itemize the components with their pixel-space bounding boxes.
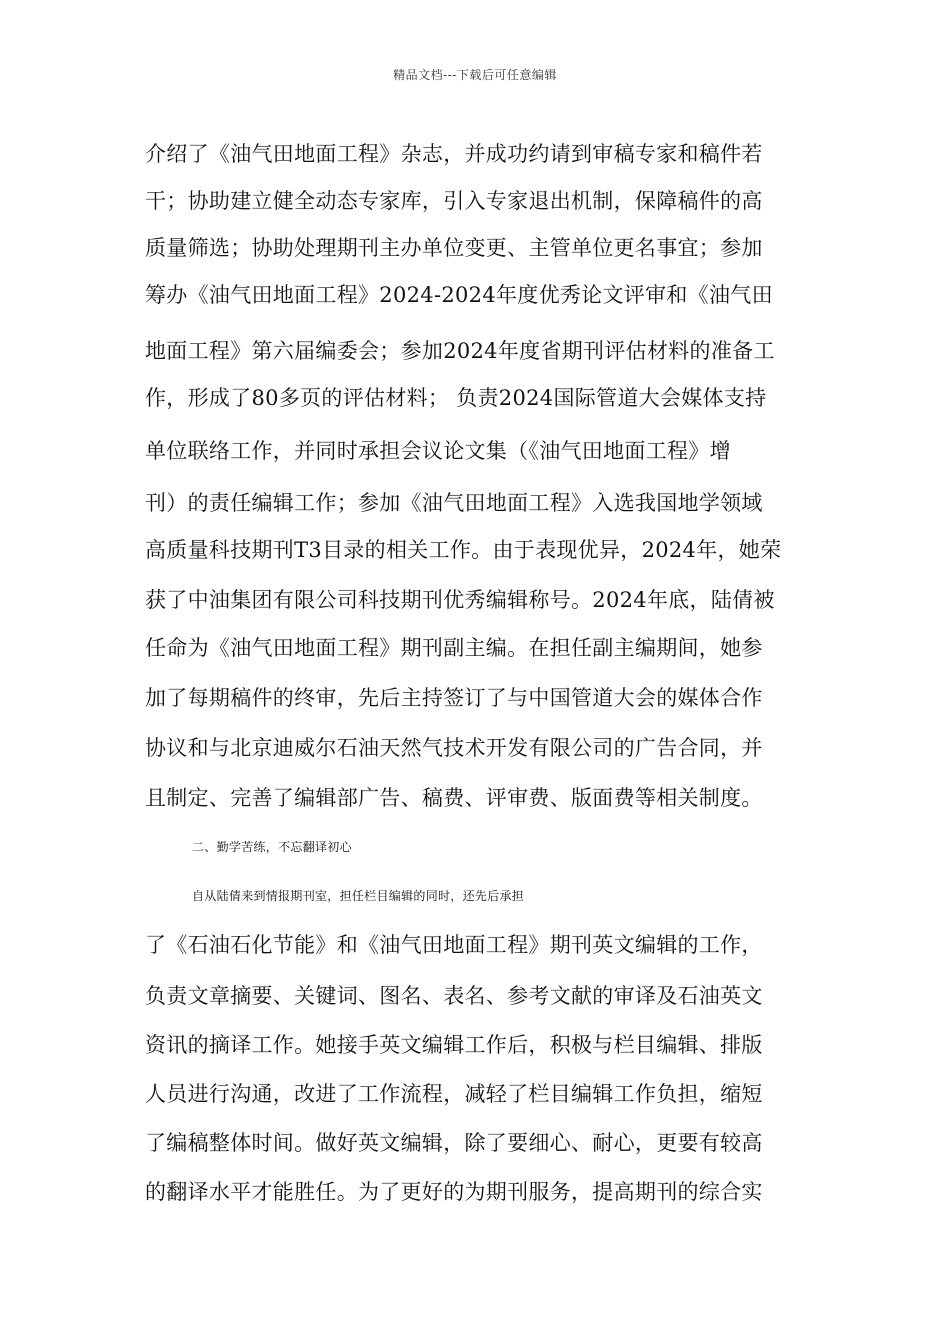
body-line: 负责文章摘要、关键词、图名、表名、参考文献的审译及石油英文 (145, 984, 763, 1008)
page-header: 精品文档---下载后可任意编辑 (393, 68, 557, 82)
body-line: 获了中油集团有限公司科技期刊优秀编辑称号。2024年底，陆倩被 (145, 588, 775, 612)
body-line: 筹办《油气田地面工程》2024-2024年度优秀论文评审和《油气田 (145, 283, 773, 307)
body-line: 自从陆倩来到情报期刊室，担任栏目编辑的同时，还先后承担 (192, 889, 525, 903)
body-line: 资讯的摘译工作。她接手英文编辑工作后，积极与栏目编辑、排版 (145, 1033, 763, 1057)
body-line: 且制定、完善了编辑部广告、稿费、评审费、版面费等相关制度。 (145, 786, 763, 810)
body-line: 任命为《油气田地面工程》期刊副主编。在担任副主编期间，她参 (145, 636, 763, 660)
body-line: 了编稿整体时间。做好英文编辑，除了要细心、耐心，更要有较高 (145, 1131, 763, 1155)
body-line: 加了每期稿件的终审，先后主持签订了与中国管道大会的媒体合作 (145, 686, 763, 710)
body-line: 人员进行沟通，改进了工作流程，减轻了栏目编辑工作负担，缩短 (145, 1082, 763, 1106)
section-heading: 二、勤学苦练，不忘翻译初心 (192, 840, 352, 854)
body-line: 介绍了《油气田地面工程》杂志，并成功约请到审稿专家和稿件若 (145, 142, 763, 166)
body-line: 质量筛选；协助处理期刊主办单位变更、主管单位更名事宜；参加 (145, 236, 763, 260)
body-line: 的翻译水平才能胜任。为了更好的为期刊服务，提高期刊的综合实 (145, 1180, 763, 1204)
body-line: 了《石油石化节能》和《油气田地面工程》期刊英文编辑的工作， (145, 933, 763, 957)
body-line: 干；协助建立健全动态专家库，引入专家退出机制，保障稿件的高 (145, 189, 763, 213)
body-line: 单位联络工作，并同时承担会议论文集（《油气田地面工程》增 (145, 439, 731, 463)
body-line: 地面工程》第六届编委会；参加2024年度省期刊评估材料的准备工 (145, 339, 775, 363)
body-line: 刊）的责任编辑工作；参加《油气田地面工程》入选我国地学领域 (145, 491, 763, 515)
body-line: 高质量科技期刊T3目录的相关工作。由于表现优异，2024年，她荣 (145, 538, 782, 562)
body-line: 作，形成了80多页的评估材料； 负责2024国际管道大会媒体支持 (145, 386, 767, 410)
body-line: 协议和与北京迪威尔石油天然气技术开发有限公司的广告合同，并 (145, 736, 763, 760)
